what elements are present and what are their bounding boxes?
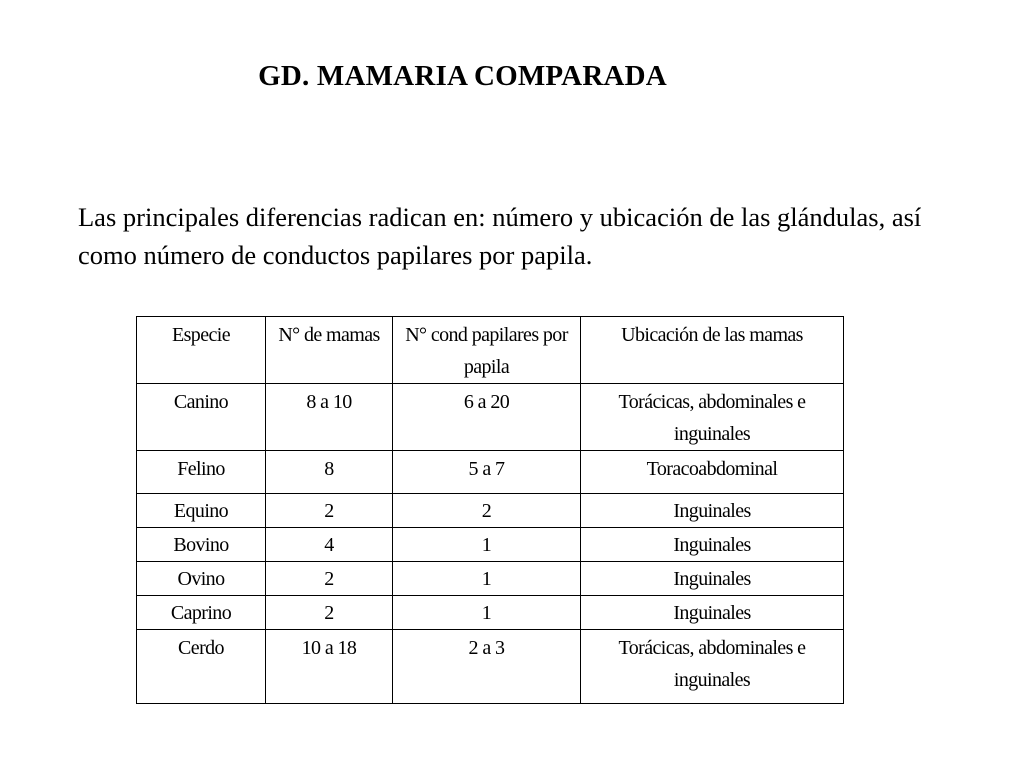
- table-row: [137, 562, 844, 596]
- cell-ubicacion: Inguinales: [581, 528, 844, 562]
- cell-ubicacion: Torácicas, abdominales e inguinales: [581, 630, 844, 704]
- table-header-row: [137, 317, 844, 384]
- cell-num-mamas: 2: [266, 562, 393, 596]
- table-row: [137, 630, 844, 704]
- cell-ubicacion: Toracoabdominal: [581, 451, 844, 494]
- cell-cond-papilares: 2: [393, 494, 581, 528]
- header-ubicacion: Ubicación de las mamas: [581, 317, 844, 384]
- cell-especie: Canino: [137, 384, 266, 451]
- cell-num-mamas: 8: [266, 451, 393, 494]
- cell-num-mamas: 4: [266, 528, 393, 562]
- cell-num-mamas: 10 a 18: [266, 630, 393, 704]
- header-cond-papilares: N° cond papilares por papila: [393, 317, 581, 384]
- cell-cond-papilares: 6 a 20: [393, 384, 581, 451]
- table-row: [137, 596, 844, 630]
- cell-cond-papilares: 1: [393, 596, 581, 630]
- table-row: [137, 528, 844, 562]
- cell-especie: Cerdo: [137, 630, 266, 704]
- cell-especie: Caprino: [137, 596, 266, 630]
- cell-ubicacion: Inguinales: [581, 562, 844, 596]
- cell-ubicacion: Torácicas, abdominales e inguinales: [581, 384, 844, 451]
- table-row: [137, 494, 844, 528]
- table-row: [137, 451, 844, 494]
- comparison-table: [136, 316, 844, 704]
- cell-num-mamas: 8 a 10: [266, 384, 393, 451]
- cell-cond-papilares: 2 a 3: [393, 630, 581, 704]
- cell-especie: Felino: [137, 451, 266, 494]
- intro-paragraph: Las principales diferencias radican en: número y ubicación de las glándulas, así como número de conductos papilares por papila.: [78, 202, 922, 270]
- cell-num-mamas: 2: [266, 494, 393, 528]
- cell-cond-papilares: 1: [393, 528, 581, 562]
- header-especie: Especie: [137, 317, 266, 384]
- cell-ubicacion: Inguinales: [581, 494, 844, 528]
- slide-title: GD. MAMARIA COMPARADA: [258, 60, 667, 92]
- cell-especie: Ovino: [137, 562, 266, 596]
- table-row: [137, 384, 844, 451]
- cell-ubicacion: Inguinales: [581, 596, 844, 630]
- cell-especie: Equino: [137, 494, 266, 528]
- cell-cond-papilares: 1: [393, 562, 581, 596]
- cell-num-mamas: 2: [266, 596, 393, 630]
- cell-cond-papilares: 5 a 7: [393, 451, 581, 494]
- header-num-mamas: N° de mamas: [266, 317, 393, 384]
- cell-especie: Bovino: [137, 528, 266, 562]
